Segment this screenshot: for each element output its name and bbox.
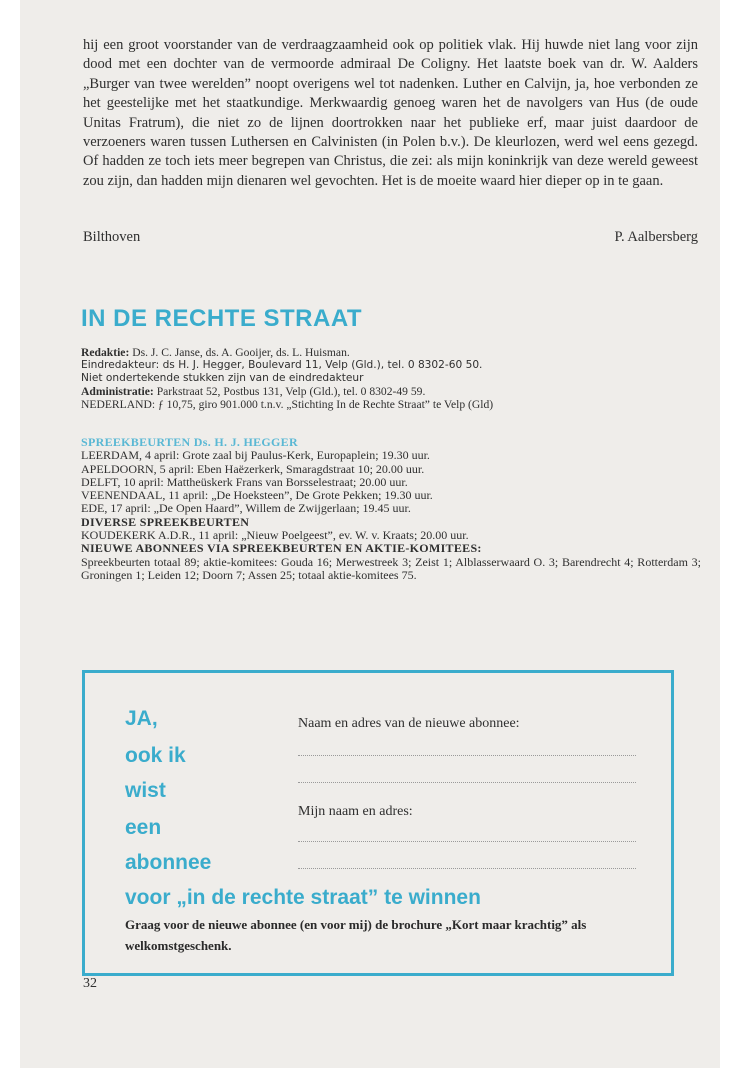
schedule-heading: SPREEKBEURTEN Ds. H. J. HEGGER [81,435,298,449]
colofon-eindredakteur [81,359,701,372]
abonnees-heading: NIEUWE ABONNEES VIA SPREEKBEURTEN EN AKTIE-KOMITEES: [81,541,482,556]
schedule-item: EDE, 17 april: „De Open Haard”, Willem de Zwijgerlaan; 19.45 uur. [81,501,411,516]
nederland-label: NEDERLAND: [81,398,156,411]
schedule-item: DELFT, 10 april: Mattheüskerk Frans van Borsselestraat; 20.00 uur. [81,474,408,489]
abonnees-summary: Spreekbeurten totaal 89; aktie-komitees: Gouda 16; Merwestreek 3; Zeist 1; Alblasserwaard O. 3; Barendrecht 4; Rotterdam 3; Groningen 1; Leiden 12; Doorn 7; Assen 25; totaal aktie-komitees 75. [81,554,701,582]
schedule-item: APELDOORN, 5 april: Eben Haëzerkerk, Smaragdstraat 10; 20.00 uur. [81,461,425,476]
lecture-schedule [81,436,701,582]
page-number: 32 [83,976,97,991]
colofon-notice: Niet ondertekende stukken zijn van de eindredakteur [81,372,364,384]
coupon-word: abonnee [125,851,212,874]
article-author: P. Aalbersberg [614,229,698,245]
redaktie-label: Redaktie: [81,346,130,359]
eindredakteur-label: Eindredakteur: [81,359,160,371]
coupon-word: een [125,816,162,839]
coupon-word: wist [125,779,166,802]
article-place: Bilthoven [83,229,141,245]
article-paragraph: hij een groot voorstander van de verdraagzaamheid ook op politiek vlak. Hij huwde niet lang voor zijn dood met een dochter van de vermoorde admiraal De Coligny. Het laatste boek van dr. W. Aalders „Burger van twee werelden” noopt overigens wel tot nadenken. Luther en Calvijn, ja, hoe verbonden ze het geestelijke met het staatkundige. Merkwaardig genoeg waren het de navolgers van Hus (de oude Unitas Fratrum), die niet zo de lijnen doortrokken naar het publieke erf, maar juist daardoor de verzoeners waren tussen Luthersen en Calvinisten (in Polen b.v.). De kleurlozen, werd wel eens gezegd. Of hadden ze toch iets meer begrepen van Christus, die zei: als mijn koninkrijk van deze wereld geweest zou zijn, dan hadden mijn dienaren wel gevochten. Het is de moeite waard hier dieper op in te gaan. [83,37,698,189]
administratie-value: Parkstraat 52, Postbus 131, Velp (Gld.), tel. 0 8302-49 59. [156,385,426,398]
schedule-item: KOUDEKERK A.D.R., 11 april: „Nieuw Poelgeest”, ev. W. v. Kraats; 20.00 uur. [81,528,469,543]
subscription-coupon [82,670,674,976]
schedule-item: LEERDAM, 4 april: Grote zaal bij Paulus-Kerk, Europaplein; 19.30 uur. [81,448,430,463]
diverse-heading: DIVERSE SPREEKBEURTEN [81,514,250,529]
administratie-label: Administratie: [81,385,154,398]
coupon-word: JA, [125,707,158,730]
coupon-word: ook ik [125,744,186,767]
own-address-label: Mijn naam en adres: [298,804,413,819]
colofon [81,346,701,411]
colofon-nederland [81,398,701,411]
nederland-value: ƒ 10,75, giro 901.000 t.n.v. „Stichting In de Rechte Straat” te Velp (Gld) [157,398,494,411]
magazine-page [20,0,720,1068]
colofon-administratie [81,385,701,398]
own-address-line-1[interactable] [298,841,636,842]
coupon-headline: voor „in de rechte straat” te winnen [125,886,481,909]
masthead-title: IN DE RECHTE STRAAT [81,305,363,332]
new-subscriber-line-1[interactable] [298,755,636,756]
coupon-offer: Graag voor de nieuwe abonnee (en voor mij) de brochure „Kort maar krachtig” als welkomstgeschenk. [125,917,587,953]
redaktie-value: Ds. J. C. Janse, ds. A. Gooijer, ds. L. Huisman. [132,346,350,359]
new-subscriber-line-2[interactable] [298,782,636,783]
article-signature [83,229,698,246]
schedule-item: VEENENDAAL, 11 april: „De Hoeksteen”, De Grote Pekken; 19.30 uur. [81,488,433,503]
own-address-line-2[interactable] [298,868,636,869]
eindredakteur-value: ds H. J. Hegger, Boulevard 11, Velp (Gld.), tel. 0 8302-60 50. [162,359,483,371]
new-subscriber-label: Naam en adres van de nieuwe abonnee: [298,716,520,731]
colofon-redaktie [81,346,701,359]
